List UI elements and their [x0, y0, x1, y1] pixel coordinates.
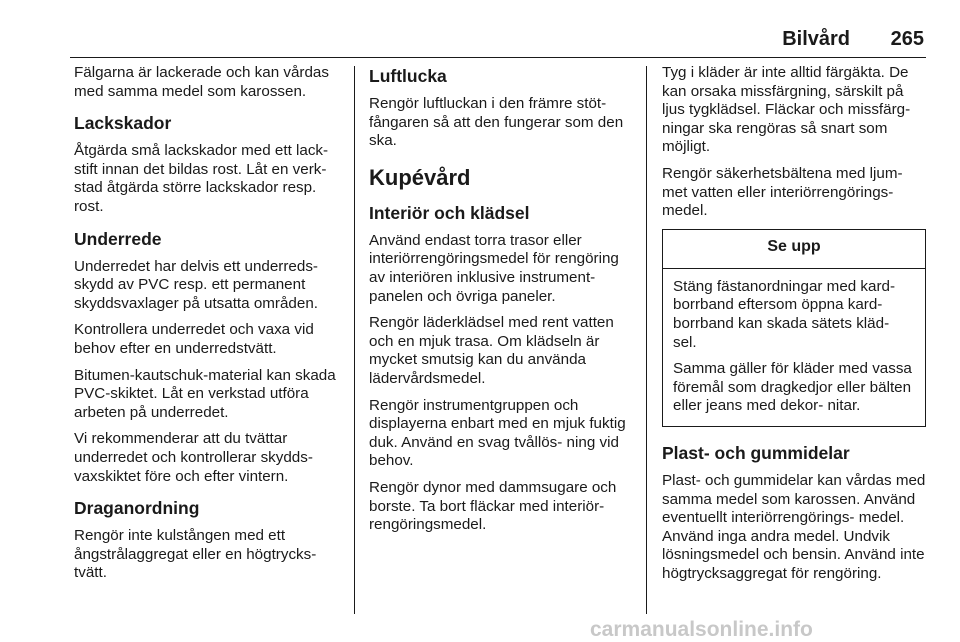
- heading-draganordning: Draganordning: [74, 498, 200, 519]
- column-1: [74, 64, 346, 591]
- column-3: [662, 64, 926, 591]
- paragraph-underrede-4: Vi rekommenderar att du tvättar underredet och kontrollerar skydds- vaxskiktet före och efter vintern.: [74, 430, 313, 485]
- heading-kupevard: Kupévård: [369, 164, 471, 190]
- paragraph-underrede-1: Underredet har delvis ett underreds- skydd av PVC resp. ett permanent skyddsvaxlager på utsatta områden.: [74, 257, 318, 312]
- caution-paragraph-2: Samma gäller för kläder med vassa föremål som dragkedjor eller bälten eller jeans med dekor- nitar.: [673, 360, 912, 415]
- paragraph-luftlucka: Rengör luftluckan i den främre stöt- fångaren så att den fungerar som den ska.: [369, 95, 624, 150]
- section-title: Bilvård: [782, 28, 850, 50]
- page-header: [0, 0, 960, 58]
- heading-underrede: Underrede: [74, 228, 162, 249]
- paragraph-rims: Fälgarna är lackerade och kan vårdas med samma medel som karossen.: [74, 64, 329, 100]
- heading-lackskador: Lackskador: [74, 113, 172, 134]
- paragraph-underrede-3: Bitumen-kautschuk-material kan skada PVC-skiktet. Låt en verkstad utföra arbeten på underredet.: [74, 366, 336, 421]
- paragraph-underrede-2: Kontrollera underredet och vaxa vid behov efter en underredstvätt.: [74, 321, 314, 357]
- paragraph-interior-2: Rengör läderklädsel med rent vatten och en mjuk trasa. Om klädseln är mycket smutsig kan du använda lädervårdsmedel.: [369, 314, 614, 387]
- paragraph-interior-4: Rengör dynor med dammsugare och borste. Ta bort fläckar med interiör- rengöringsmedel.: [369, 478, 617, 534]
- caution-title: Se upp: [663, 230, 925, 269]
- paragraph-draganordning: Rengör inte kulstången med ett ångstrålaggregat eller en högtrycks- tvätt.: [74, 527, 317, 582]
- column-divider-2: [646, 66, 647, 614]
- caution-body: [663, 269, 925, 426]
- heading-luftlucka: Luftlucka: [369, 66, 447, 86]
- column-2: [369, 64, 637, 543]
- paragraph-fabric: Tyg i kläder är inte alltid färgäkta. De kan orsaka missfärgning, särskilt på ljus tygklädsel. Fläckar och missfärg- ningar ska rengöras så snart som möjligt.: [662, 64, 911, 156]
- header-rule: [70, 57, 926, 58]
- paragraph-plast-gummi: Plast- och gummidelar kan vårdas med samma medel som karossen. Använd eventuellt interiörrengörings- medel. Använd inga andra medel. Undvik lösningsmedel och bensin. Använd inte högtrycksaggregat för rengöring.: [662, 471, 926, 582]
- caution-paragraph-1: Stäng fästanordningar med kard- borrband eftersom öppna kard- borrband kan skada sätets kläd- sel.: [673, 277, 896, 351]
- watermark: carmanualsonline.info: [590, 618, 813, 641]
- heading-interior: Interiör och klädsel: [369, 202, 530, 223]
- paragraph-interior-3: Rengör instrumentgruppen och displayerna enbart med en mjuk fuktig duk. Använd en svag tvållös- ning vid behov.: [369, 396, 626, 470]
- paragraph-lackskador: Åtgärda små lackskador med ett lack- stift innan det bildas rost. Låt en verk- stad åtgärda större lackskador resp. rost.: [74, 142, 329, 215]
- heading-plast-gummi: Plast- och gummidelar: [662, 442, 850, 463]
- column-divider-1: [354, 66, 355, 614]
- paragraph-interior-1: Använd endast torra trasor eller interiörrengöringsmedel för rengöring av interiören inklusive instrument- panelen och övriga paneler.: [369, 231, 619, 305]
- paragraph-seatbelts: Rengör säkerhetsbältena med ljum- met vatten eller interiörrengörings- medel.: [662, 164, 903, 220]
- page-number: 265: [890, 28, 924, 50]
- caution-box: [662, 229, 926, 427]
